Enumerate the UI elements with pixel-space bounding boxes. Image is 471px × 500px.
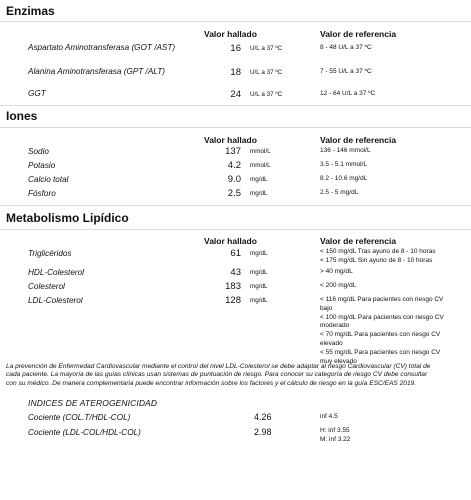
ref-line: < 55 mg/dL Para pacientes con riesgo CV (320, 348, 441, 356)
lipidico-value-1: 43 (230, 267, 241, 278)
enzimas-unit-0: U/L a 37 ºC (250, 45, 283, 52)
iones-ref-3: 2.5 - 5 mg/dL (320, 189, 359, 196)
col-head-ref: Valor de referencia (320, 29, 397, 39)
enzimas-ref-1: 7 - 55 U/L a 37 ºC (320, 68, 372, 75)
section-title-iones: Iones (6, 109, 38, 123)
divider (0, 105, 471, 106)
iones-unit-0: mmol/L (250, 148, 271, 155)
lipidico-name-1: HDL-Colesterol (28, 268, 84, 277)
enzimas-name-1: Alanina Aminotransferasa (GPT /ALT) (28, 67, 165, 76)
lipidico-unit-2: mg/dL (250, 283, 268, 290)
ref-line: < 175 mg/dL Sin ayuno de 8 - 10 horas (320, 256, 433, 264)
divider (0, 127, 471, 128)
col-head-value: Valor hallado (204, 29, 257, 39)
lipidico-ref-1 (320, 268, 353, 277)
iones-ref-2: 8.2 - 10.6 mg/dL (320, 175, 368, 182)
ref-line: < 116 mg/dL Para pacientes con riesgo CV (320, 296, 444, 303)
iones-name-3: Fósforo (28, 189, 56, 198)
enzimas-unit-1: U/L a 37 ºC (250, 69, 283, 76)
ref-line: inf 4.5 (320, 413, 338, 420)
enzimas-unit-2: U/L a 37 ºC (250, 91, 283, 98)
enzimas-ref-0: 8 - 48 U/L a 37 ºC (320, 44, 372, 51)
col-head-value: Valor hallado (204, 135, 257, 145)
ref-line: < 200 mg/dL (320, 282, 357, 289)
section-title-lipidico: Metabolismo Lipídico (6, 211, 129, 225)
iones-ref-1: 3.5 - 5.1 mmol/L (320, 161, 367, 168)
enzimas-value-1: 18 (230, 67, 241, 78)
athero-ref-1 (320, 427, 350, 445)
athero-value-1: 2.98 (254, 427, 272, 437)
divider (0, 21, 471, 22)
ref-line: muy elevado (320, 357, 357, 365)
athero-name-1: Cociente (LDL-COL/HDL-COL) (28, 428, 141, 437)
note-line: con su médico. De manera complementaria puede encontrar información sobre los factores y el cálculo de riesgo en la guía ESC/EAS 2019. (6, 379, 417, 387)
ref-line: moderado (320, 322, 350, 330)
lipidico-unit-0: mg/dL (250, 250, 268, 257)
lipidico-name-0: Triglicéridos (28, 249, 72, 258)
ref-line: H: inf 3.55 (320, 427, 350, 434)
ref-line: < 150 mg/dL Tras ayuno de 8 - 10 horas (320, 248, 436, 255)
lipidico-name-2: Colesterol (28, 282, 65, 291)
cv-risk-note (6, 363, 468, 388)
lipidico-ref-3 (320, 296, 444, 366)
col-head-ref: Valor de referencia (320, 236, 397, 246)
iones-name-0: Sodio (28, 147, 49, 156)
iones-name-2: Calcio total (28, 175, 69, 184)
athero-title: INDICES DE ATEROGENICIDAD (28, 398, 158, 408)
col-head-value: Valor hallado (204, 236, 257, 246)
ref-line: < 70 mg/dL Para pacientes con riesgo CV (320, 331, 441, 339)
lipidico-name-3: LDL-Colesterol (28, 296, 83, 305)
ref-line: M: inf 3.22 (320, 435, 351, 443)
iones-value-3: 2.5 (227, 188, 241, 199)
iones-unit-1: mmol/L (250, 162, 271, 169)
lipidico-value-0: 61 (230, 248, 241, 259)
lipidico-unit-1: mg/dL (250, 269, 268, 276)
col-head-ref: Valor de referencia (320, 135, 397, 145)
enzimas-value-2: 24 (230, 89, 241, 100)
lipidico-value-2: 183 (225, 281, 241, 292)
note-line: La prevención de Enfermedad Cardiovascular mediante el control del nivel LDL-Colesterol se debe adaptar al riesgo Cardiovascular (CV) total de (6, 363, 431, 370)
lipidico-value-3: 128 (225, 295, 241, 306)
iones-unit-2: mg/dL (250, 176, 268, 183)
ref-line: elevado (320, 339, 343, 347)
iones-ref-0: 136 - 146 mmol/L (320, 147, 371, 154)
section-title-enzimas: Enzimas (6, 4, 55, 18)
enzimas-name-0: Aspartato Aminotransferasa (GOT /AST) (28, 43, 176, 52)
enzimas-ref-2: 12 - 64 U/L a 37 ºC (320, 90, 376, 97)
enzimas-name-2: GGT (28, 89, 46, 98)
note-line: cada paciente. La mayoría de las guías clínicas usan sistemas de puntuación de riesgo. Para conocer su categoría de riesgo CV debe consultar (6, 371, 428, 379)
divider (0, 205, 471, 206)
lipidico-unit-3: mg/dL (250, 297, 268, 304)
ref-line: < 100 mg/dL Para pacientes con riesgo CV (320, 313, 444, 321)
enzimas-value-0: 16 (230, 43, 241, 54)
iones-value-2: 9.0 (227, 174, 241, 185)
ref-line: > 40 mg/dL (320, 268, 353, 275)
iones-name-1: Potasio (28, 161, 56, 170)
athero-value-0: 4.26 (254, 412, 272, 422)
lipidico-ref-2 (320, 282, 356, 291)
athero-name-0: Cociente (COL.T/HDL-COL) (28, 413, 131, 422)
iones-value-0: 137 (225, 146, 241, 157)
athero-ref-0 (320, 413, 338, 422)
iones-unit-3: mg/dL (250, 190, 268, 197)
lipidico-ref-0 (320, 248, 436, 266)
divider (0, 229, 471, 230)
iones-value-1: 4.2 (227, 160, 241, 171)
ref-line: bajo (320, 304, 333, 312)
